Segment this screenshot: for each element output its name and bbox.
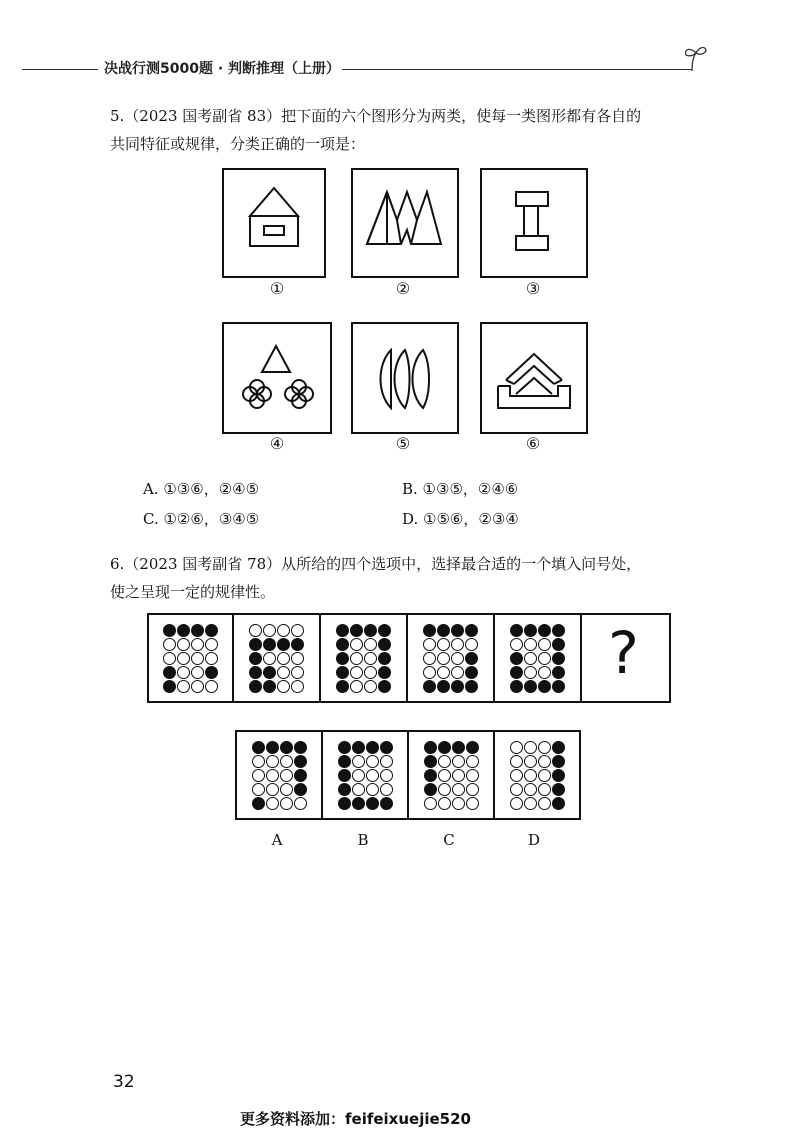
black-dot [524, 680, 537, 693]
white-dot [263, 652, 276, 665]
white-dot [280, 783, 293, 796]
sprout-icon [676, 43, 716, 73]
black-dot [294, 769, 307, 782]
white-dot [524, 769, 537, 782]
black-dot [451, 624, 464, 637]
black-dot [338, 769, 351, 782]
sequence-cell-1 [149, 615, 234, 701]
black-dot [277, 638, 290, 651]
white-dot [205, 652, 218, 665]
white-dot [266, 783, 279, 796]
figure-2 [351, 168, 459, 278]
black-dot [423, 624, 436, 637]
black-dot [524, 624, 537, 637]
white-dot [205, 638, 218, 651]
white-dot [524, 755, 537, 768]
white-dot [380, 755, 393, 768]
figure-6-label: ⑥ [525, 434, 541, 453]
white-dot [466, 797, 479, 810]
black-dot [465, 680, 478, 693]
white-dot [510, 797, 523, 810]
white-dot [364, 652, 377, 665]
option-c[interactable]: C. ①②⑥，③④⑤ [143, 510, 260, 528]
white-dot [352, 783, 365, 796]
white-dot [277, 652, 290, 665]
black-dot [552, 783, 565, 796]
black-dot [424, 783, 437, 796]
black-dot [294, 741, 307, 754]
white-dot [280, 797, 293, 810]
white-dot [280, 769, 293, 782]
white-dot [294, 797, 307, 810]
white-dot [252, 755, 265, 768]
white-dot [538, 797, 551, 810]
black-dot [538, 624, 551, 637]
dot-grid-1 [163, 624, 218, 693]
black-dot [378, 680, 391, 693]
option-b[interactable]: B. ①③⑤，②④⑥ [402, 480, 519, 498]
header-rule-right [342, 69, 692, 70]
black-dot [552, 755, 565, 768]
figure-3 [480, 168, 588, 278]
white-dot [277, 666, 290, 679]
white-dot [364, 666, 377, 679]
white-dot [524, 783, 537, 796]
white-dot [252, 769, 265, 782]
white-dot [510, 783, 523, 796]
black-dot [465, 652, 478, 665]
running-header [0, 55, 800, 85]
white-dot [538, 638, 551, 651]
white-dot [437, 652, 450, 665]
question-5-line-2: 共同特征或规律，分类正确的一项是： [110, 135, 366, 153]
black-dot [252, 797, 265, 810]
black-dot [364, 624, 377, 637]
white-dot [452, 797, 465, 810]
white-dot [451, 638, 464, 651]
black-dot [163, 680, 176, 693]
white-dot [438, 755, 451, 768]
white-dot [423, 652, 436, 665]
black-dot [294, 783, 307, 796]
white-dot [291, 666, 304, 679]
choice-c-label: C [443, 831, 455, 849]
black-dot [510, 652, 523, 665]
white-dot [191, 680, 204, 693]
white-dot [177, 666, 190, 679]
white-dot [352, 769, 365, 782]
white-dot [350, 638, 363, 651]
choice-d-cell[interactable] [495, 732, 579, 818]
white-dot [291, 680, 304, 693]
question-6-text [110, 550, 710, 606]
black-dot [350, 624, 363, 637]
white-dot [451, 652, 464, 665]
black-dot [249, 638, 262, 651]
black-dot [366, 741, 379, 754]
header-rule-left [22, 69, 98, 70]
figure-5-label: ⑤ [395, 434, 411, 453]
white-dot [291, 652, 304, 665]
white-dot [466, 769, 479, 782]
black-dot [510, 680, 523, 693]
choice-a-cell[interactable] [237, 732, 323, 818]
white-dot [177, 638, 190, 651]
white-dot [252, 783, 265, 796]
black-dot [466, 741, 479, 754]
black-dot [552, 680, 565, 693]
figure-6 [480, 322, 588, 434]
white-dot [538, 741, 551, 754]
black-dot [552, 741, 565, 754]
dot-grid-4 [423, 624, 478, 693]
black-dot [552, 652, 565, 665]
white-dot [438, 783, 451, 796]
white-dot [466, 783, 479, 796]
black-dot [338, 783, 351, 796]
white-dot [380, 769, 393, 782]
choices-strip [235, 730, 581, 820]
page-number: 32 [113, 1072, 135, 1092]
white-dot [366, 755, 379, 768]
black-dot [336, 624, 349, 637]
figure-4 [222, 322, 332, 434]
question-6-line-1: 6.（2023 国考副省 78）从所给的四个选项中，选择最合适的一个填入问号处， [110, 555, 642, 573]
white-dot [465, 638, 478, 651]
black-dot [552, 624, 565, 637]
white-dot [538, 666, 551, 679]
white-dot [524, 741, 537, 754]
white-dot [291, 624, 304, 637]
dot-grid-choice-c [424, 741, 479, 810]
white-dot [510, 769, 523, 782]
white-dot [538, 769, 551, 782]
white-dot [350, 680, 363, 693]
black-dot [552, 666, 565, 679]
dot-grid-2 [249, 624, 304, 693]
footer-text: 更多资料添加：feifeixuejie520 [240, 1110, 471, 1128]
black-dot [352, 797, 365, 810]
black-dot [249, 666, 262, 679]
question-mark-cell [582, 615, 665, 701]
white-dot [510, 755, 523, 768]
header-title: 决战行测5000题 · 判断推理（上册） [104, 61, 341, 77]
black-dot [280, 741, 293, 754]
white-dot [177, 680, 190, 693]
black-dot [163, 666, 176, 679]
black-dot [437, 680, 450, 693]
black-dot [378, 638, 391, 651]
white-dot [452, 783, 465, 796]
black-dot [338, 797, 351, 810]
dot-grid-5 [510, 624, 565, 693]
white-dot [280, 755, 293, 768]
black-dot [266, 741, 279, 754]
white-dot [423, 638, 436, 651]
black-dot [465, 624, 478, 637]
figure-1-label: ① [269, 279, 285, 298]
black-dot [263, 666, 276, 679]
black-dot [451, 680, 464, 693]
black-dot [205, 624, 218, 637]
white-dot [438, 797, 451, 810]
black-dot [552, 638, 565, 651]
option-a[interactable]: A. ①③⑥，②④⑤ [143, 480, 260, 498]
white-dot [366, 783, 379, 796]
white-dot [524, 666, 537, 679]
black-dot [552, 769, 565, 782]
figure-3-label: ③ [525, 279, 541, 298]
black-dot [424, 741, 437, 754]
black-dot [263, 680, 276, 693]
white-dot [266, 769, 279, 782]
black-dot [438, 741, 451, 754]
white-dot [191, 638, 204, 651]
black-dot [366, 797, 379, 810]
white-dot [423, 666, 436, 679]
black-dot [510, 624, 523, 637]
question-5-text [110, 102, 710, 158]
choice-c-cell[interactable] [409, 732, 495, 818]
sequence-cell-4 [408, 615, 495, 701]
white-dot [538, 652, 551, 665]
white-dot [437, 638, 450, 651]
white-dot [364, 638, 377, 651]
sequence-strip [147, 613, 671, 703]
white-dot [352, 755, 365, 768]
white-dot [249, 624, 262, 637]
white-dot [277, 680, 290, 693]
white-dot [510, 638, 523, 651]
white-dot [191, 666, 204, 679]
black-dot [294, 755, 307, 768]
black-dot [338, 755, 351, 768]
white-dot [451, 666, 464, 679]
option-d[interactable]: D. ①⑤⑥，②③④ [402, 510, 519, 528]
white-dot [177, 652, 190, 665]
white-dot [424, 797, 437, 810]
white-dot [538, 783, 551, 796]
black-dot [380, 741, 393, 754]
white-dot [266, 797, 279, 810]
dot-grid-choice-a [252, 741, 307, 810]
dot-grid-choice-b [338, 741, 393, 810]
white-dot [266, 755, 279, 768]
black-dot [205, 666, 218, 679]
sequence-cell-5 [495, 615, 582, 701]
white-dot [163, 638, 176, 651]
white-dot [510, 741, 523, 754]
figure-5 [351, 322, 459, 434]
choice-b-label: B [357, 831, 369, 849]
black-dot [424, 769, 437, 782]
white-dot [524, 638, 537, 651]
figure-1 [222, 168, 326, 278]
dot-grid-3 [336, 624, 391, 693]
sequence-cell-2 [234, 615, 321, 701]
black-dot [249, 652, 262, 665]
white-dot [163, 652, 176, 665]
black-dot [423, 680, 436, 693]
white-dot [524, 652, 537, 665]
white-dot [191, 652, 204, 665]
white-dot [538, 755, 551, 768]
sequence-cell-3 [321, 615, 408, 701]
black-dot [338, 741, 351, 754]
white-dot [350, 652, 363, 665]
black-dot [291, 638, 304, 651]
black-dot [452, 741, 465, 754]
white-dot [437, 666, 450, 679]
white-dot [438, 769, 451, 782]
choice-a-label: A [271, 831, 283, 849]
black-dot [465, 666, 478, 679]
question-5-line-1: 5.（2023 国考副省 83）把下面的六个图形分为两类，使每一类图形都有各自的 [110, 107, 642, 125]
black-dot [510, 666, 523, 679]
white-dot [524, 797, 537, 810]
black-dot [538, 680, 551, 693]
white-dot [205, 680, 218, 693]
black-dot [352, 741, 365, 754]
question-6-line-2: 使之呈现一定的规律性。 [110, 583, 276, 601]
black-dot [336, 638, 349, 651]
white-dot [364, 680, 377, 693]
black-dot [378, 666, 391, 679]
dot-grid-choice-d [510, 741, 565, 810]
black-dot [163, 624, 176, 637]
black-dot [336, 652, 349, 665]
black-dot [177, 624, 190, 637]
black-dot [252, 741, 265, 754]
black-dot [378, 624, 391, 637]
white-dot [263, 624, 276, 637]
black-dot [380, 797, 393, 810]
question-mark: ? [608, 619, 639, 687]
white-dot [277, 624, 290, 637]
figure-4-label: ④ [269, 434, 285, 453]
black-dot [378, 652, 391, 665]
black-dot [191, 624, 204, 637]
white-dot [380, 783, 393, 796]
white-dot [350, 666, 363, 679]
white-dot [366, 769, 379, 782]
white-dot [452, 755, 465, 768]
black-dot [249, 680, 262, 693]
black-dot [424, 755, 437, 768]
black-dot [552, 797, 565, 810]
choice-d-label: D [527, 831, 541, 849]
white-dot [452, 769, 465, 782]
black-dot [336, 680, 349, 693]
black-dot [263, 638, 276, 651]
figure-2-label: ② [395, 279, 411, 298]
white-dot [466, 755, 479, 768]
black-dot [437, 624, 450, 637]
black-dot [336, 666, 349, 679]
choice-b-cell[interactable] [323, 732, 409, 818]
